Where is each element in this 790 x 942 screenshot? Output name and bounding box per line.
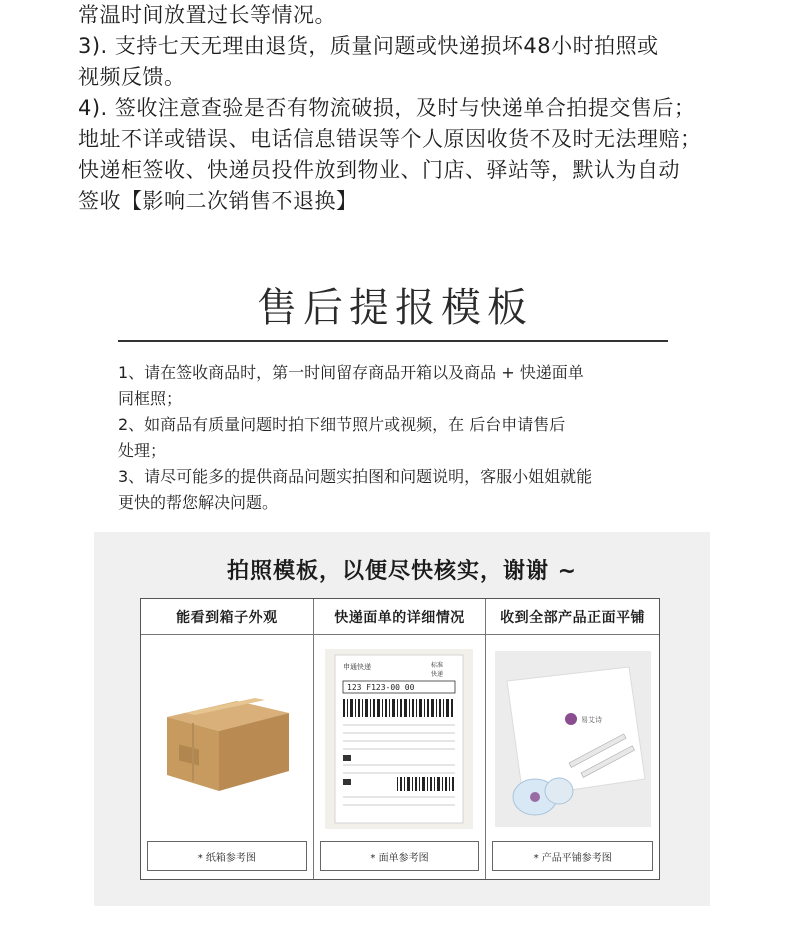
cardboard-box-image: [149, 643, 305, 835]
brand-text: 易艾诗: [580, 716, 602, 724]
step-line: 更快的帮您解决问题。: [118, 493, 279, 512]
title-divider: [118, 340, 668, 342]
policy-line: 3). 支持七天无理由退货，质量问题或快递损坏48小时拍照或: [78, 34, 659, 58]
products-flatlay-image: [494, 643, 651, 835]
label-kd: 快递: [431, 671, 444, 678]
template-title: 售后提报模板: [257, 285, 533, 331]
label-std: 标准: [431, 662, 444, 669]
step-line: 处理；: [118, 441, 167, 460]
label-example-cell: [314, 635, 487, 879]
step-line: 3、请尽可能多的提供商品问题实拍图和问题说明，客服小姐姐就能: [118, 467, 593, 486]
shipping-label-image: [322, 643, 478, 835]
policy-line: 签收【影响二次销售不退换】: [78, 189, 358, 213]
policy-line: 快递柜签收、快递员投件放到物业、门店、驿站等，默认为自动: [78, 158, 680, 182]
photo-table: [140, 598, 660, 880]
label-code: 123 F123-00 00: [347, 683, 415, 692]
policy-text: [78, 0, 758, 217]
caption: * 产品平铺参考图: [492, 841, 653, 871]
steps-list: [118, 360, 718, 516]
column-header-label: 快递面单的详细情况: [314, 599, 487, 635]
caption: * 纸箱参考图: [147, 841, 307, 871]
products-example-cell: [486, 635, 659, 879]
policy-line: 4). 签收注意查验是否有物流破损，及时与快递单合拍提交售后；: [78, 96, 696, 120]
logo-icon: [565, 713, 577, 725]
policy-line: 视频反馈。: [78, 65, 186, 89]
column-header-box: 能看到箱子外观: [141, 599, 314, 635]
caption: * 面单参考图: [320, 841, 480, 871]
label-courier: 申通快递: [343, 663, 372, 671]
column-header-products: 收到全部产品正面平铺: [486, 599, 659, 635]
panel-title: 拍照模板，以便尽快核实，谢谢 ~: [226, 559, 578, 584]
step-line: 同框照；: [118, 389, 183, 408]
step-line: 2、如商品有质量问题时拍下细节照片或视频，在 后台申请售后: [118, 415, 566, 434]
policy-line: 常温时间放置过长等情况。: [78, 3, 336, 27]
step-line: 1、请在签收商品时，第一时间留存商品开箱以及商品 + 快递面单: [118, 363, 584, 382]
box-example-cell: [141, 635, 314, 879]
policy-line: 地址不详或错误、电话信息错误等个人原因收货不及时无法理赔；: [78, 127, 702, 151]
photo-template-panel: [94, 532, 710, 906]
